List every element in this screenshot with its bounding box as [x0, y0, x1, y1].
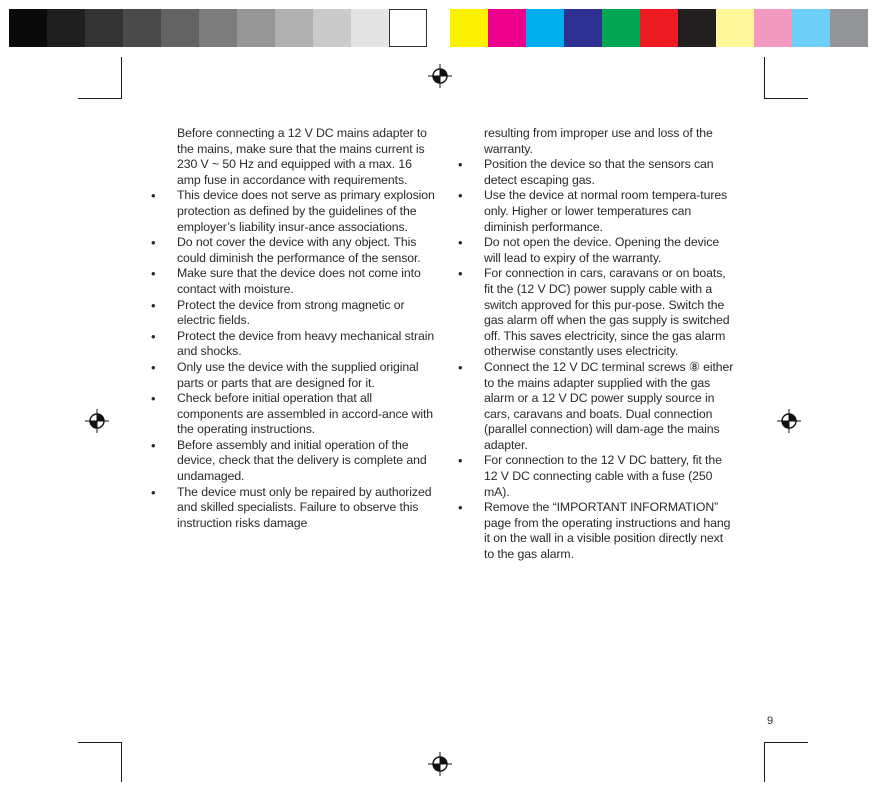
list-item: • The device must only be repaired by authorized and skilled specialists. Failure to observe this instruction risks damage [151, 485, 436, 532]
color-swatch [754, 9, 792, 47]
grey-swatch [161, 9, 199, 47]
crop-mark-bottom-right [764, 742, 808, 743]
registration-mark-icon [777, 409, 801, 433]
crop-mark-top-left [121, 57, 122, 99]
grey-swatch [275, 9, 313, 47]
left-text-column [151, 126, 436, 531]
crop-mark-bottom-left [121, 742, 122, 782]
list-item: • Before assembly and initial operation of the device, check that the delivery is complete and undamaged. [151, 438, 436, 485]
grey-swatch [313, 9, 351, 47]
crop-mark-bottom-right [764, 742, 765, 782]
list-item: • Do not cover the device with any object. This could diminish the performance of the sensor. [151, 235, 436, 266]
color-swatch [526, 9, 564, 47]
color-calibration-bar [450, 9, 868, 47]
crop-mark-top-right [764, 98, 808, 99]
list-item: • Do not open the device. Opening the device will lead to expiry of the warranty. [458, 235, 736, 266]
list-item: • For connection to the 12 V DC battery, fit the 12 V DC connecting cable with a fuse (250 mA). [458, 453, 736, 500]
color-swatch [678, 9, 716, 47]
color-swatch [792, 9, 830, 47]
list-item: • For connection in cars, caravans or on boats, fit the (12 V DC) power supply cable with a switch approved for this pur-pose. Switch the gas alarm off when the gas supply is switched off. This saves electricity, since the gas alarm otherwise constantly uses electricity. [458, 266, 736, 360]
grey-swatch [9, 9, 47, 47]
page-number: 9 [767, 715, 774, 727]
color-swatch [564, 9, 602, 47]
crop-mark-bottom-left [78, 742, 122, 743]
registration-mark-icon [428, 752, 452, 776]
list-item: • Connect the 12 V DC terminal screws ⑧ either to the mains adapter supplied with the gas alarm or a 12 V DC power supply source in cars, caravans and boats. Dual connection (parallel connection) will dam-age the mains adapter. [458, 360, 736, 454]
list-item: • Remove the “IMPORTANT INFORMATION” page from the operating instructions and hang it on the wall in a visible position directly next to the gas alarm. [458, 500, 736, 562]
grey-swatch [351, 9, 389, 47]
crop-mark-top-right [764, 57, 765, 99]
list-item: • Make sure that the device does not come into contact with moisture. [151, 266, 436, 297]
grey-swatch [85, 9, 123, 47]
color-swatch [450, 9, 488, 47]
grey-swatch [199, 9, 237, 47]
list-item: • Position the device so that the sensors can detect escaping gas. [458, 157, 736, 188]
list-item: • Check before initial operation that all components are assembled in accord-ance with the operating instructions. [151, 391, 436, 438]
intro-paragraph: Before connecting a 12 V DC mains adapter to the mains, make sure that the mains current is 230 V ~ 50 Hz and equipped with a max. 16 amp fuse in accordance with requirements. [177, 126, 427, 187]
color-swatch [830, 9, 868, 47]
grey-swatch [47, 9, 85, 47]
color-swatch [640, 9, 678, 47]
list-item: • Use the device at normal room tempera-tures only. Higher or lower temperatures can diminish performance. [458, 188, 736, 235]
safety-bullet-list [151, 188, 436, 531]
grey-swatch [123, 9, 161, 47]
right-text-column [458, 126, 736, 563]
list-item: • Protect the device from strong magnetic or electric fields. [151, 298, 436, 329]
continuation-paragraph: resulting from improper use and loss of the warranty. [484, 126, 713, 156]
grey-calibration-bar [9, 9, 427, 47]
color-swatch [602, 9, 640, 47]
safety-bullet-list [458, 157, 736, 562]
grey-swatch [237, 9, 275, 47]
list-item: • Only use the device with the supplied original parts or parts that are designed for it. [151, 360, 436, 391]
registration-mark-icon [85, 409, 109, 433]
list-item: • This device does not serve as primary explosion protection as defined by the guidelines of the employer’s liability insur-ance associations. [151, 188, 436, 235]
crop-mark-top-left [78, 98, 122, 99]
registration-mark-icon [428, 64, 452, 88]
list-item: • Protect the device from heavy mechanical strain and shocks. [151, 329, 436, 360]
grey-swatch [389, 9, 427, 47]
color-swatch [716, 9, 754, 47]
color-swatch [488, 9, 526, 47]
